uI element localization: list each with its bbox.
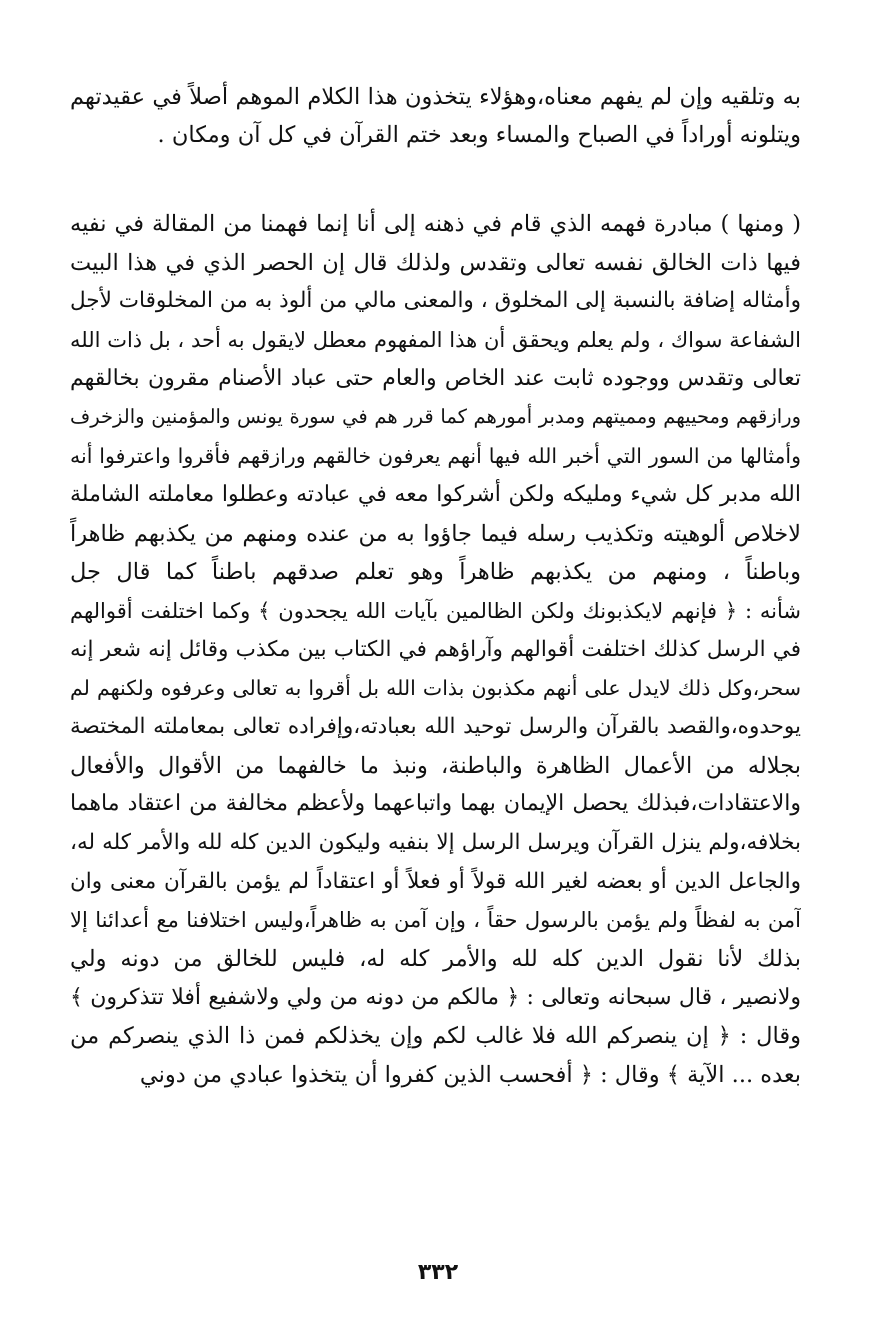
text-line: به وتلقيه وإن لم يفهم معناه،وهؤلاء يتخذون هذا الكلام الموهم أصلاً في عقيدتهم bbox=[70, 84, 801, 110]
text-line: وباطناً ، ومنهم من يكذبهم ظاهراً وهو تعلم صدقهم باطناً كما قال جل bbox=[70, 559, 801, 586]
text-line: ويتلونه أوراداً في الصباح والمساء وبعد ختم القرآن في كل آن ومكان . bbox=[157, 122, 801, 148]
text-line: والاعتقادات،فبذلك يحصل الإيمان بهما واتباعهما ولأعظم مخالفة من اعتقاد ماهما bbox=[70, 791, 801, 817]
text-line: ( ومنها ) مبادرة فهمه الذي قام في ذهنه إلى أنا إنما فهمنا من المقالة في نفيه bbox=[70, 211, 801, 237]
text-line: سحر،وكل ذلك لايدل على أنهم مكذبون بذات الله بل أقروا به تعالى وعرفوه ولكنهم لم bbox=[70, 676, 801, 701]
text-line: الله مدبر كل شيء ومليكه ولكن أشركوا معه في عبادته وعطلوا معاملته الشاملة bbox=[70, 481, 801, 507]
text-line: لاخلاص ألوهيته وتكذيب رسله فيما جاؤوا به من عنده ومنهم من يكذبهم ظاهراً bbox=[70, 520, 801, 547]
text-line: والجاعل الدين أو بعضه لغير الله قولاً أو فعلاً أو اعتقاداً لم يؤمن بالقرآن معنى وان bbox=[70, 868, 801, 894]
text-line: تعالى وتقدس ووجوده ثابت عند الخاص والعام حتى عباد الأصنام مقرون بخالقهم bbox=[70, 365, 801, 391]
text-line: الشفاعة سواك ، ولم يعلم ويحقق أن هذا المفهوم معطل لايقول به أحد ، بل ذات الله bbox=[70, 328, 801, 353]
text-line: بخلافه،ولم ينزل القرآن ويرسل الرسل إلا بنفيه وليكون الدين كله لله والأمر كله له، bbox=[70, 830, 801, 855]
text-line: ورازقهم ومحييهم ومميتهم ومدبر أمورهم كما قرر هم في سورة يونس والمؤمنين والزخرف bbox=[70, 405, 801, 429]
text-line: وأمثالها من السور التي أخبر الله فيها أنهم يعرفون خالقهم ورازقهم فأقروا واعترفوا أنه bbox=[70, 444, 801, 469]
text-line: بذلك لأنا نقول الدين كله لله والأمر كله له، فليس للخالق من دونه ولي bbox=[70, 946, 801, 973]
text-line: بعده ... الآية ﴾ وقال : ﴿ أفحسب الذين كفروا أن يتخذوا عبادي من دوني bbox=[139, 1062, 801, 1089]
paragraph-2 bbox=[70, 205, 801, 1095]
text-line: يوحدوه،والقصد بالقرآن والرسل توحيد الله بعبادته،وإفراده تعالى بمعاملته المختصة bbox=[70, 713, 801, 739]
paragraph-1 bbox=[70, 78, 801, 154]
text-line: شأنه : ﴿ فإنهم لايكذبونك ولكن الظالمين بآيات الله يجحدون ﴾ وكما اختلفت أقوالهم bbox=[70, 598, 801, 623]
text-line: آمن به لفظاً ولم يؤمن بالرسول حقاً ، وإن آمن به ظاهراً،وليس اختلافنا مع أعدائنا إلا bbox=[70, 908, 801, 933]
text-line: فيها ذات الخالق نفسه تعالى وتقدس ولذلك قال إن الحصر الذي في هذا البيت bbox=[70, 249, 801, 276]
text-line: بجلاله من الأعمال الظاهرة والباطنة، ونبذ ما خالفهما من الأقوال والأفعال bbox=[70, 752, 801, 779]
text-line: في الرسل كذلك اختلفت أقوالهم وآراؤهم في الكتاب بين مكذب وقائل إنه شعر إنه bbox=[70, 636, 801, 662]
text-line: وقال : ﴿ إن ينصركم الله فلا غالب لكم وإن يخذلكم فمن ذا الذي ينصركم من bbox=[70, 1023, 801, 1050]
text-line: ولانصير ، قال سبحانه وتعالى : ﴿ مالكم من دونه من ولي ولاشفيع أفلا تتذكرون ﴾ bbox=[70, 984, 801, 1010]
text-line: وأمثاله إضافة بالنسبة إلى المخلوق ، والمعنى مالي من ألوذ به من المخلوقات لأجل bbox=[70, 288, 801, 314]
page-number: ٣٣٢ bbox=[417, 1260, 459, 1285]
